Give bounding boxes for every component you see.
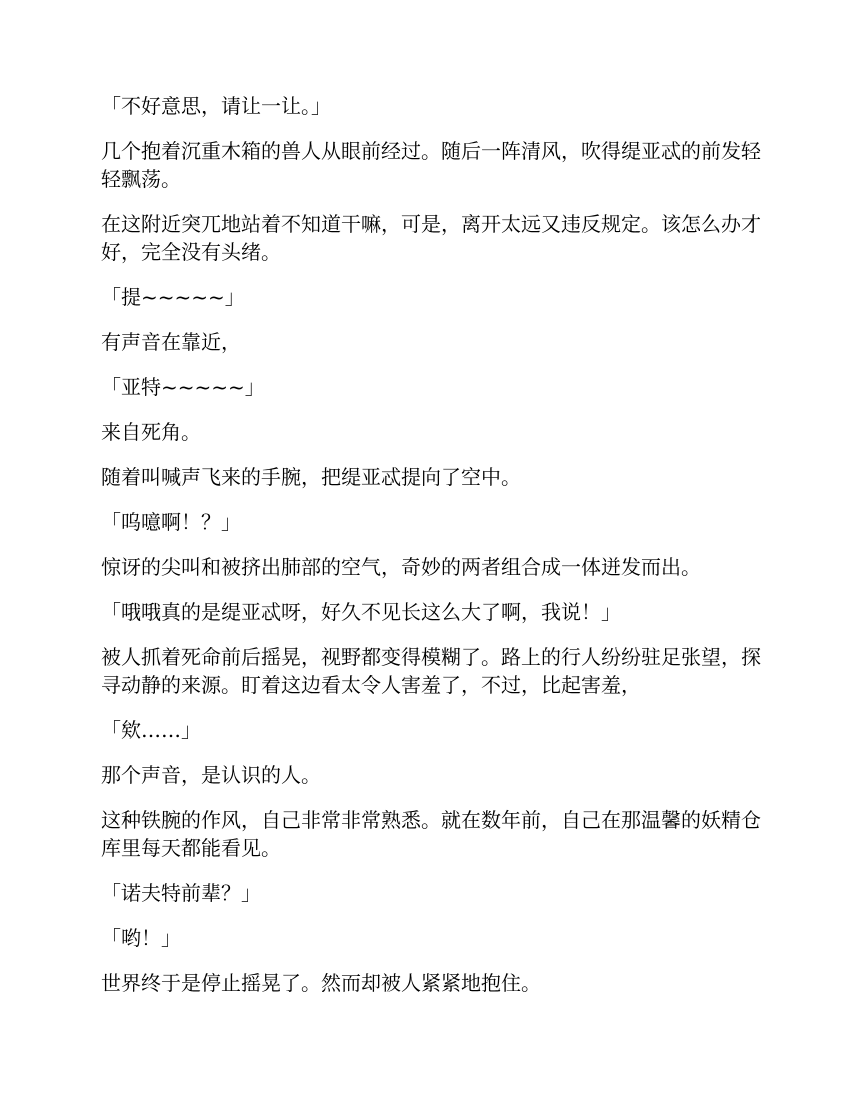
paragraph: 这种铁腕的作风，自己非常非常熟悉。就在数年前，自己在那温馨的妖精仓库里每天都能看见。 [101, 808, 761, 860]
paragraph: 「提~~~~~」 [101, 285, 245, 309]
paragraph: 「哟！」 [101, 926, 181, 950]
paragraph: 在这附近突兀地站着不知道干嘛，可是，离开太远又违反规定。该怎么办才好，完全没有头绪。 [101, 212, 761, 264]
paragraph: 惊讶的尖叫和被挤出肺部的空气，奇妙的两者组合成一体迸发而出。 [101, 555, 701, 579]
document-body [101, 92, 761, 1014]
paragraph: 有声音在靠近， [101, 330, 241, 354]
paragraph: 「呜噫啊！？」 [101, 510, 241, 534]
paragraph: 被人抓着死命前后摇晃，视野都变得模糊了。路上的行人纷纷驻足张望，探寻动静的来源。盯着这边看太令人害羞了，不过，比起害羞， [101, 645, 761, 697]
paragraph: 「不好意思，请让一让。」 [101, 94, 331, 118]
paragraph: 「诺夫特前辈？」 [101, 881, 261, 905]
paragraph: 「哦哦真的是缇亚忒呀，好久不见长这么大了啊，我说！」 [101, 600, 621, 624]
paragraph: 随着叫喊声飞来的手腕，把缇亚忒提向了空中。 [101, 465, 521, 489]
paragraph: 几个抱着沉重木箱的兽人从眼前经过。随后一阵清风，吹得缇亚忒的前发轻轻飘荡。 [101, 139, 761, 191]
paragraph: 那个声音，是认识的人。 [101, 763, 321, 787]
paragraph: 「亚特~~~~~」 [101, 375, 265, 399]
paragraph: 「欸……」 [101, 718, 201, 742]
paragraph: 来自死角。 [101, 420, 201, 444]
paragraph: 世界终于是停止摇晃了。然而却被人紧紧地抱住。 [101, 971, 541, 995]
